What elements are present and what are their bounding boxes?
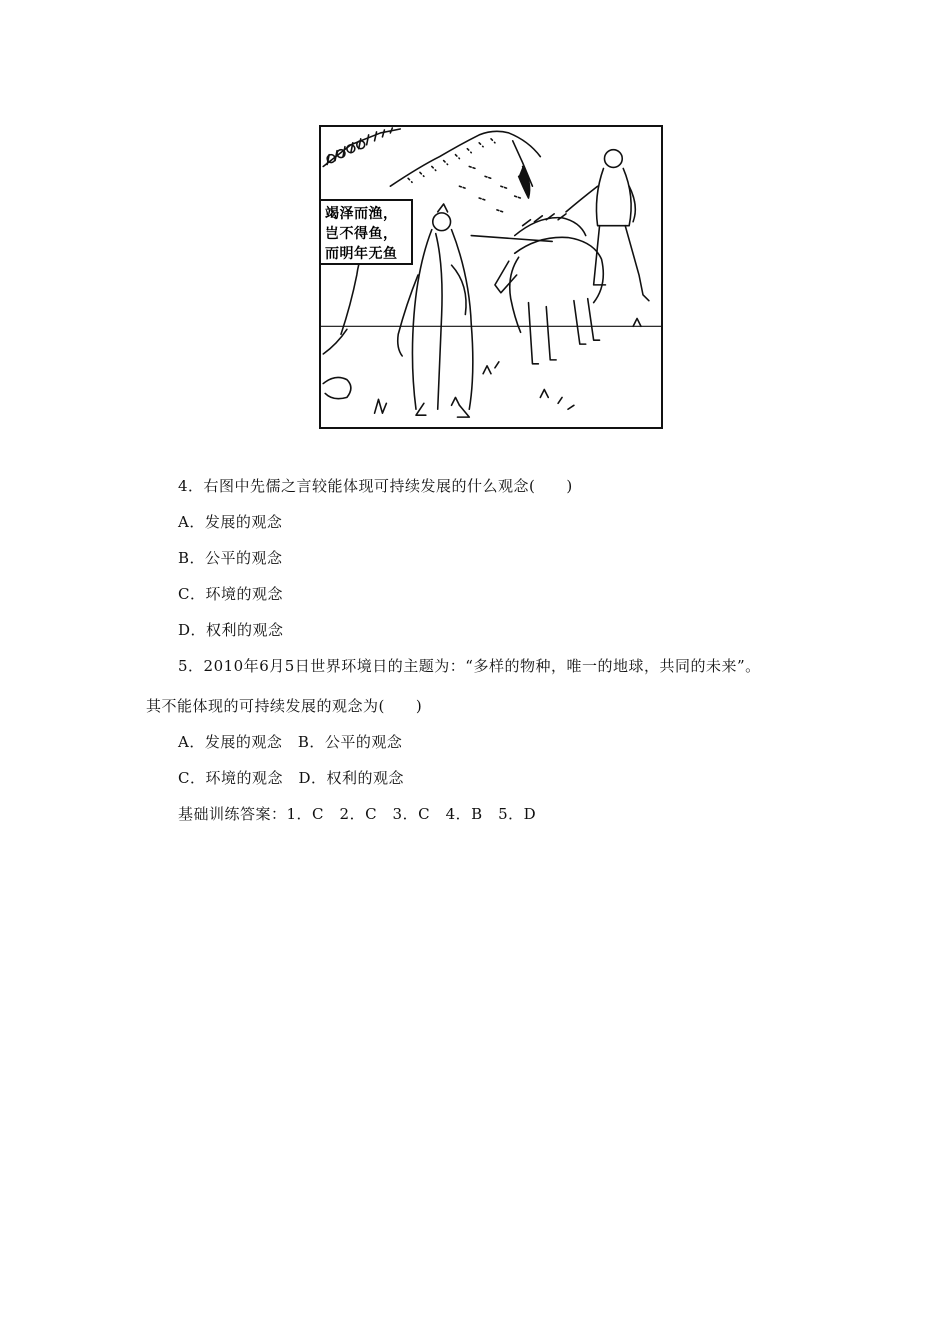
question-4-option-a: A．发展的观念 — [178, 513, 283, 531]
question-4-option-b: B．公平的观念 — [178, 549, 283, 567]
illustration — [319, 125, 663, 429]
speech-line-2: 岂不得鱼， — [325, 226, 398, 242]
question-4-option-d: D．权利的观念 — [178, 621, 284, 639]
answer-key: 基础训练答案：1．C 2．C 3．C 4．B 5．D — [178, 805, 537, 823]
question-5-stem-line-1: 5．2010年6月5日世界环境日的主题为：“多样的物种，唯一的地球，共同的未来”。 — [178, 657, 761, 675]
question-4-option-c: C．环境的观念 — [178, 585, 283, 603]
speech-line-3: 而明年无鱼 — [325, 246, 398, 262]
speech-line-1: 竭泽而渔， — [325, 206, 398, 222]
question-5-options-row-1: A．发展的观念 B．公平的观念 — [178, 733, 403, 751]
question-5-options-row-2: C．环境的观念 D．权利的观念 — [178, 769, 405, 787]
question-5-stem-line-2: 其不能体现的可持续发展的观念为( ) — [146, 697, 423, 715]
question-4-stem: 4．右图中先儒之言较能体现可持续发展的什么观念( ) — [178, 477, 573, 495]
ink-drawing — [321, 127, 661, 427]
speech-bubble — [321, 199, 413, 265]
